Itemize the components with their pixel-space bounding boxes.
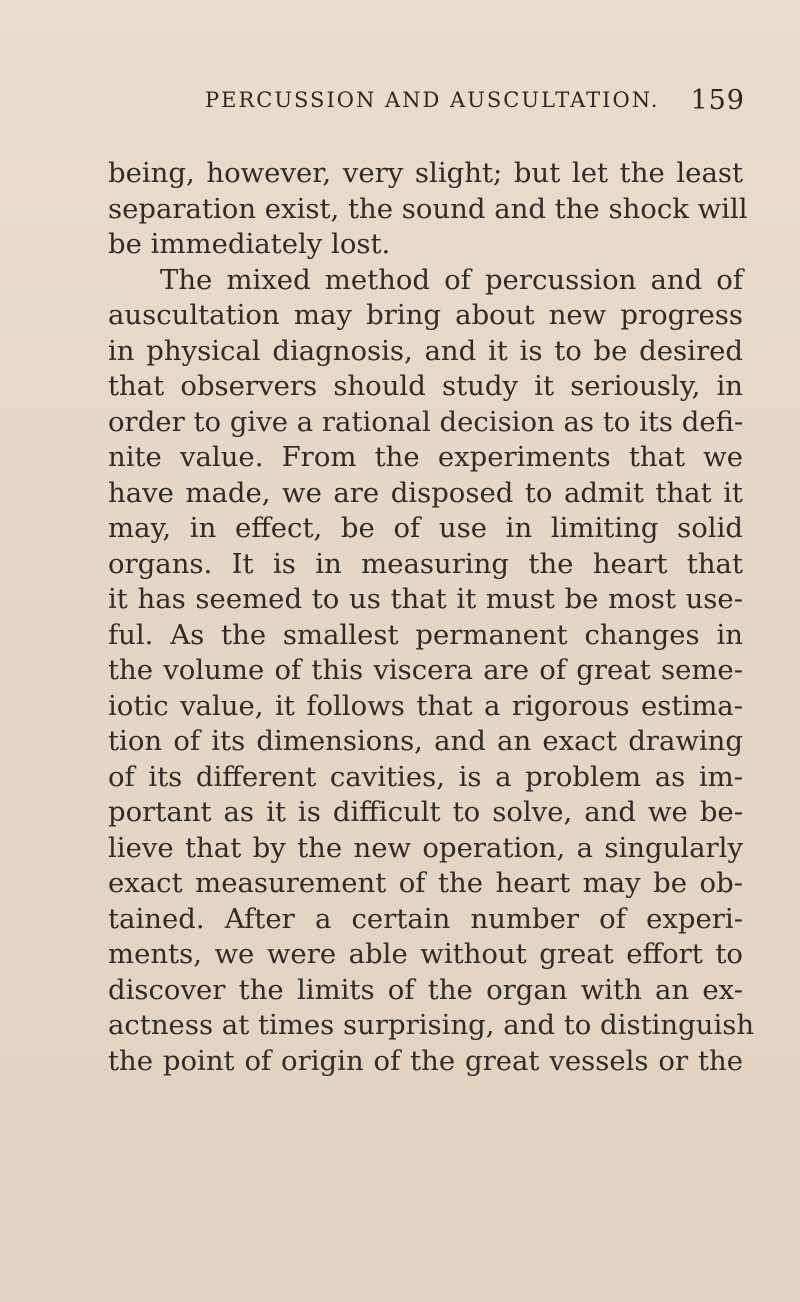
text-line: it has seemed to us that it must be most use- — [108, 583, 743, 615]
text-line: being, however, very slight; but let the least — [108, 157, 743, 189]
text-line: separation exist, the sound and the shock will — [108, 192, 748, 225]
text-line: lieve that by the new operation, a singularly — [108, 831, 743, 864]
text-line: discover the limits of the organ with an ex- — [108, 973, 743, 1006]
text-line: tained. After a certain number of experi- — [108, 902, 743, 935]
text-line: iotic value, it follows that a rigorous estima- — [108, 689, 743, 722]
text-line: that observers should study it seriously, in — [108, 370, 743, 402]
text-line: may, in effect, be of use in limiting solid — [108, 512, 743, 544]
text-line: in physical diagnosis, and it is to be desired — [108, 334, 743, 367]
text-line: the point of origin of the great vessels or the — [108, 1044, 743, 1077]
text-line: be immediately lost. — [108, 228, 391, 260]
paragraph-start-line: The mixed method of percussion and of — [160, 263, 743, 296]
page-number: 159 — [690, 85, 745, 116]
running-title: PERCUSSION AND AUSCULTATION. — [205, 88, 660, 112]
text-line: the volume of this viscera are of great seme- — [108, 654, 743, 686]
text-line: organs. It is in measuring the heart that — [108, 547, 743, 580]
text-line: auscultation may bring about new progress — [108, 299, 743, 331]
text-line: nite value. From the experiments that we — [108, 441, 743, 473]
text-line: portant as it is difficult to solve, and we be- — [108, 796, 743, 828]
text-line: tion of its dimensions, and an exact drawing — [108, 725, 743, 757]
text-line: ments, we were able without great effort to — [108, 938, 743, 970]
text-line: have made, we are disposed to admit that it — [108, 476, 743, 509]
text-line: actness at times surprising, and to distinguish — [108, 1009, 755, 1041]
text-line: order to give a rational decision as to its defi- — [108, 405, 744, 438]
text-line: ful. As the smallest permanent changes in — [108, 618, 743, 651]
text-line: exact measurement of the heart may be ob- — [108, 867, 743, 899]
text-line: of its different cavities, is a problem as im- — [108, 760, 743, 793]
running-head — [205, 85, 745, 128]
body-text — [108, 156, 755, 1079]
